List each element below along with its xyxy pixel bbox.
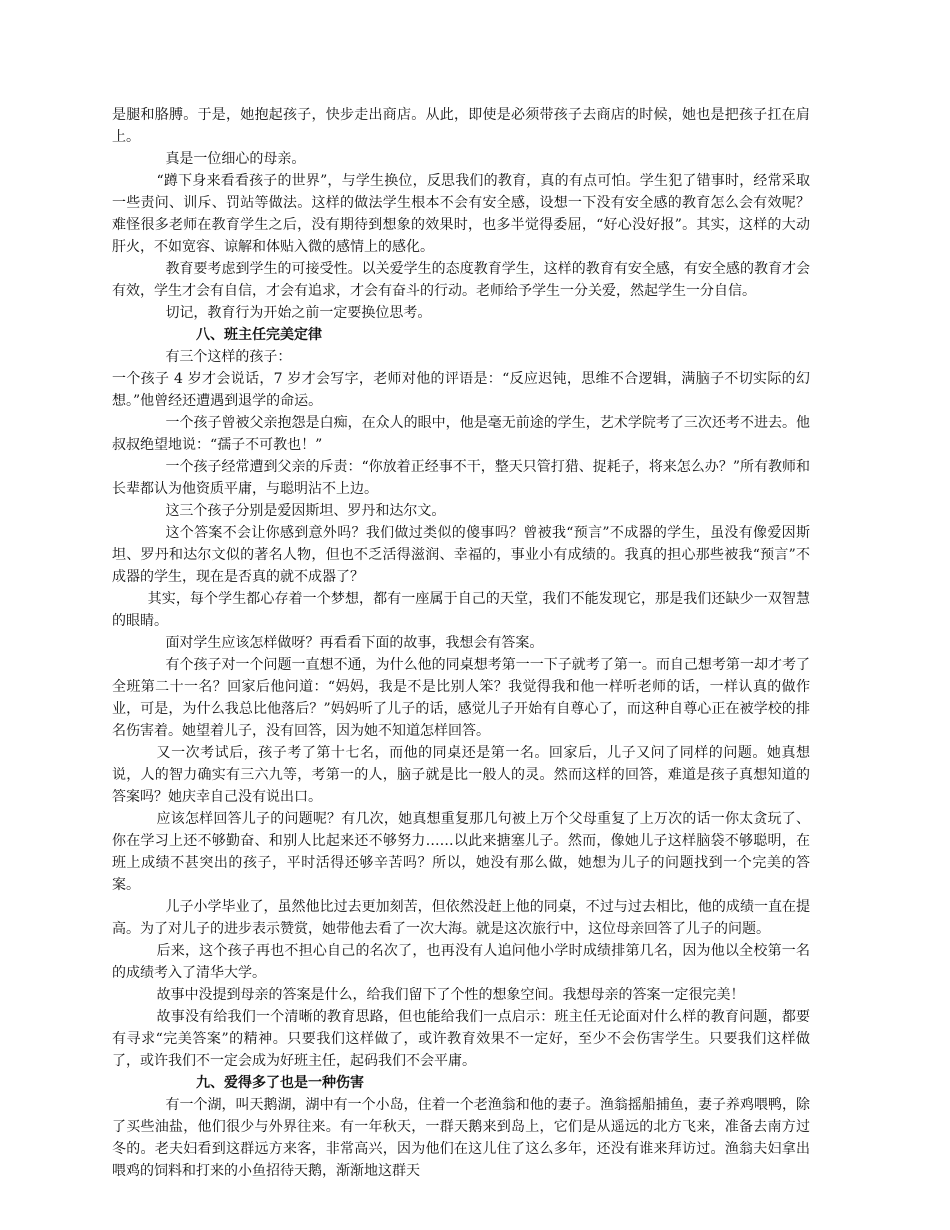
paragraph-17: 儿子小学毕业了，虽然他比过去更加刻苦，但依然没赶上他的同桌，不过与过去相比，他的成绩一直在提高。为了对儿子的进步表示赞赏，她带他去看了一次大海。就是这次旅行中，这位母亲回答了儿子的问题。 — [112, 899, 810, 937]
paragraph-21: 有一个湖，叫天鹅湖，湖中有一个小岛，住着一个老渔翁和他的妻子。渔翁摇船捕鱼，妻子养鸡喂鸭，除了买些油盐，他们很少与外界往来。有一年秋天，一群天鹅来到岛上，它们是从遥远的北方飞来，准备去南方过冬的。老夫妇看到这群远方来客，非常高兴，因为他们在这儿住了这么多年，还没有谁来拜访过。渔翁夫妇拿出喂鸡的饲料和打来的小鱼招待天鹅，渐渐地这群天 — [112, 1097, 810, 1179]
paragraph-6: 有三个这样的孩子： — [165, 349, 292, 365]
section-heading-9: 九、爱得多了也是一种伤害 — [196, 1075, 364, 1091]
paragraph-2: 真是一位细心的母亲。 — [165, 151, 306, 167]
paragraph-4: 教育要考虑到学生的可接受性。以关爱学生的态度教育学生，这样的教育有安全感，有安全感的教育才会有效，学生才会有自信，才会有追求，才会有奋斗的行动。老师给予学生一分关爱，然起学生一分自信。 — [112, 261, 810, 299]
paragraph-16: 应该怎样回答儿子的问题呢？有几次，她真想重复那几句被上万个父母重复了上万次的话一你太贪玩了、你在学习上还不够勤奋、和别人比起来还不够努力……以此来搪塞儿子。然而，像她儿子这样脑袋不够聪明，在班上成绩不甚突出的孩子，平时活得还够辛苦吗？所以，她没有那么做，她想为儿子的问题找到一个完美的答案。 — [112, 811, 810, 893]
paragraph-9: 一个孩子经常遭到父亲的斥责：“你放着正经事不干，整天只管打猎、捉耗子，将来怎么办？”所有教师和长辈都认为他资质平庸，与聪明沾不上边。 — [112, 459, 810, 497]
paragraph-5: 切记，教育行为开始之前一定要换位思考。 — [165, 305, 432, 321]
paragraph-3: “蹲下身来看看孩子的世界”，与学生换位，反思我们的教育，真的有点可怕。学生犯了错事时，经常采取一些责问、训斥、罚站等做法。这样的做法学生根本不会有安全感，设想一下没有安全感的教育怎么会有效呢？难怪很多老师在教育学生之后，没有期待到想象的效果时，也多半觉得委屈，“好心没好报”。其实，这样的大动肝火，不如宽容、谅解和体贴入微的感情上的感化。 — [112, 173, 810, 255]
paragraph-8: 一个孩子曾被父亲抱怨是白痴，在众人的眼中，他是毫无前途的学生，艺术学院考了三次还考不进去。他叔叔绝望地说：“孺子不可教也！” — [112, 415, 810, 453]
paragraph-20: 故事没有给我们一个清晰的教育思路，但也能给我们一点启示：班主任无论面对什么样的教育问题，都要有寻求“完美答案”的精神。只要我们这样做了，或许教育效果不一定好，至少不会伤害学生。只要我们这样做了，或许我们不一定会成为好班主任，起码我们不会平庸。 — [112, 1009, 810, 1069]
paragraph-13: 面对学生应该怎样做呀？再看看下面的故事，我想会有答案。 — [165, 635, 544, 651]
paragraph-1: 是腿和胳膊。于是，她抱起孩子，快步走出商店。从此，即使是必须带孩子去商店的时候，她也是把孩子扛在肩上。 — [112, 107, 810, 145]
paragraph-12: 其实，每个学生都心存着一个梦想，都有一座属于自己的天堂，我们不能发现它，那是我们还缺少一双智慧的眼睛。 — [112, 591, 810, 629]
paragraph-15: 又一次考试后，孩子考了第十七名，而他的同桌还是第一名。回家后，儿子又问了同样的问题。她真想说，人的智力确实有三六九等，考第一的人，脑子就是比一般人的灵。然而这样的回答，难道是孩子真想知道的答案吗？她庆幸自己没有说出口。 — [112, 745, 810, 805]
paragraph-18: 后来，这个孩子再也不担心自己的名次了，也再没有人追问他小学时成绩排第几名，因为他以全校第一名的成绩考入了清华大学。 — [112, 943, 810, 981]
paragraph-19: 故事中没提到母亲的答案是什么，给我们留下了个性的想象空间。我想母亲的答案一定很完美！ — [156, 987, 745, 1003]
paragraph-14: 有个孩子对一个问题一直想不通，为什么他的同桌想考第一一下子就考了第一。而自己想考第一却才考了全班第二十一名？回家后他问道：“妈妈，我是不是比别人笨？我觉得我和他一样听老师的话，一样认真的做作业，可是，为什么我总比他落后？”妈妈听了儿子的话，感觉儿子开始有自尊心了，而这种自尊心正在被学校的排名伤害着。她望着儿子，没有回答，因为她不知道怎样回答。 — [112, 657, 810, 739]
section-heading-8: 八、班主任完美定律 — [196, 327, 322, 343]
paragraph-10: 这三个孩子分别是爱因斯坦、罗丹和达尔文。 — [165, 503, 446, 519]
paragraph-11: 这个答案不会让你感到意外吗？我们做过类似的傻事吗？曾被我“预言”不成器的学生，虽没有像爱因斯坦、罗丹和达尔文似的著名人物，但也不乏活得滋润、幸福的，事业小有成绩的。我真的担心那些被我“预言”不成器的学生，现在是否真的就不成器了？ — [112, 525, 810, 585]
paragraph-7: 一个孩子 4 岁才会说话，7 岁才会写字，老师对他的评语是：“反应迟钝，思维不合逻辑，满脑子不切实际的幻想。”他曾经还遭遇到退学的命运。 — [112, 371, 810, 409]
